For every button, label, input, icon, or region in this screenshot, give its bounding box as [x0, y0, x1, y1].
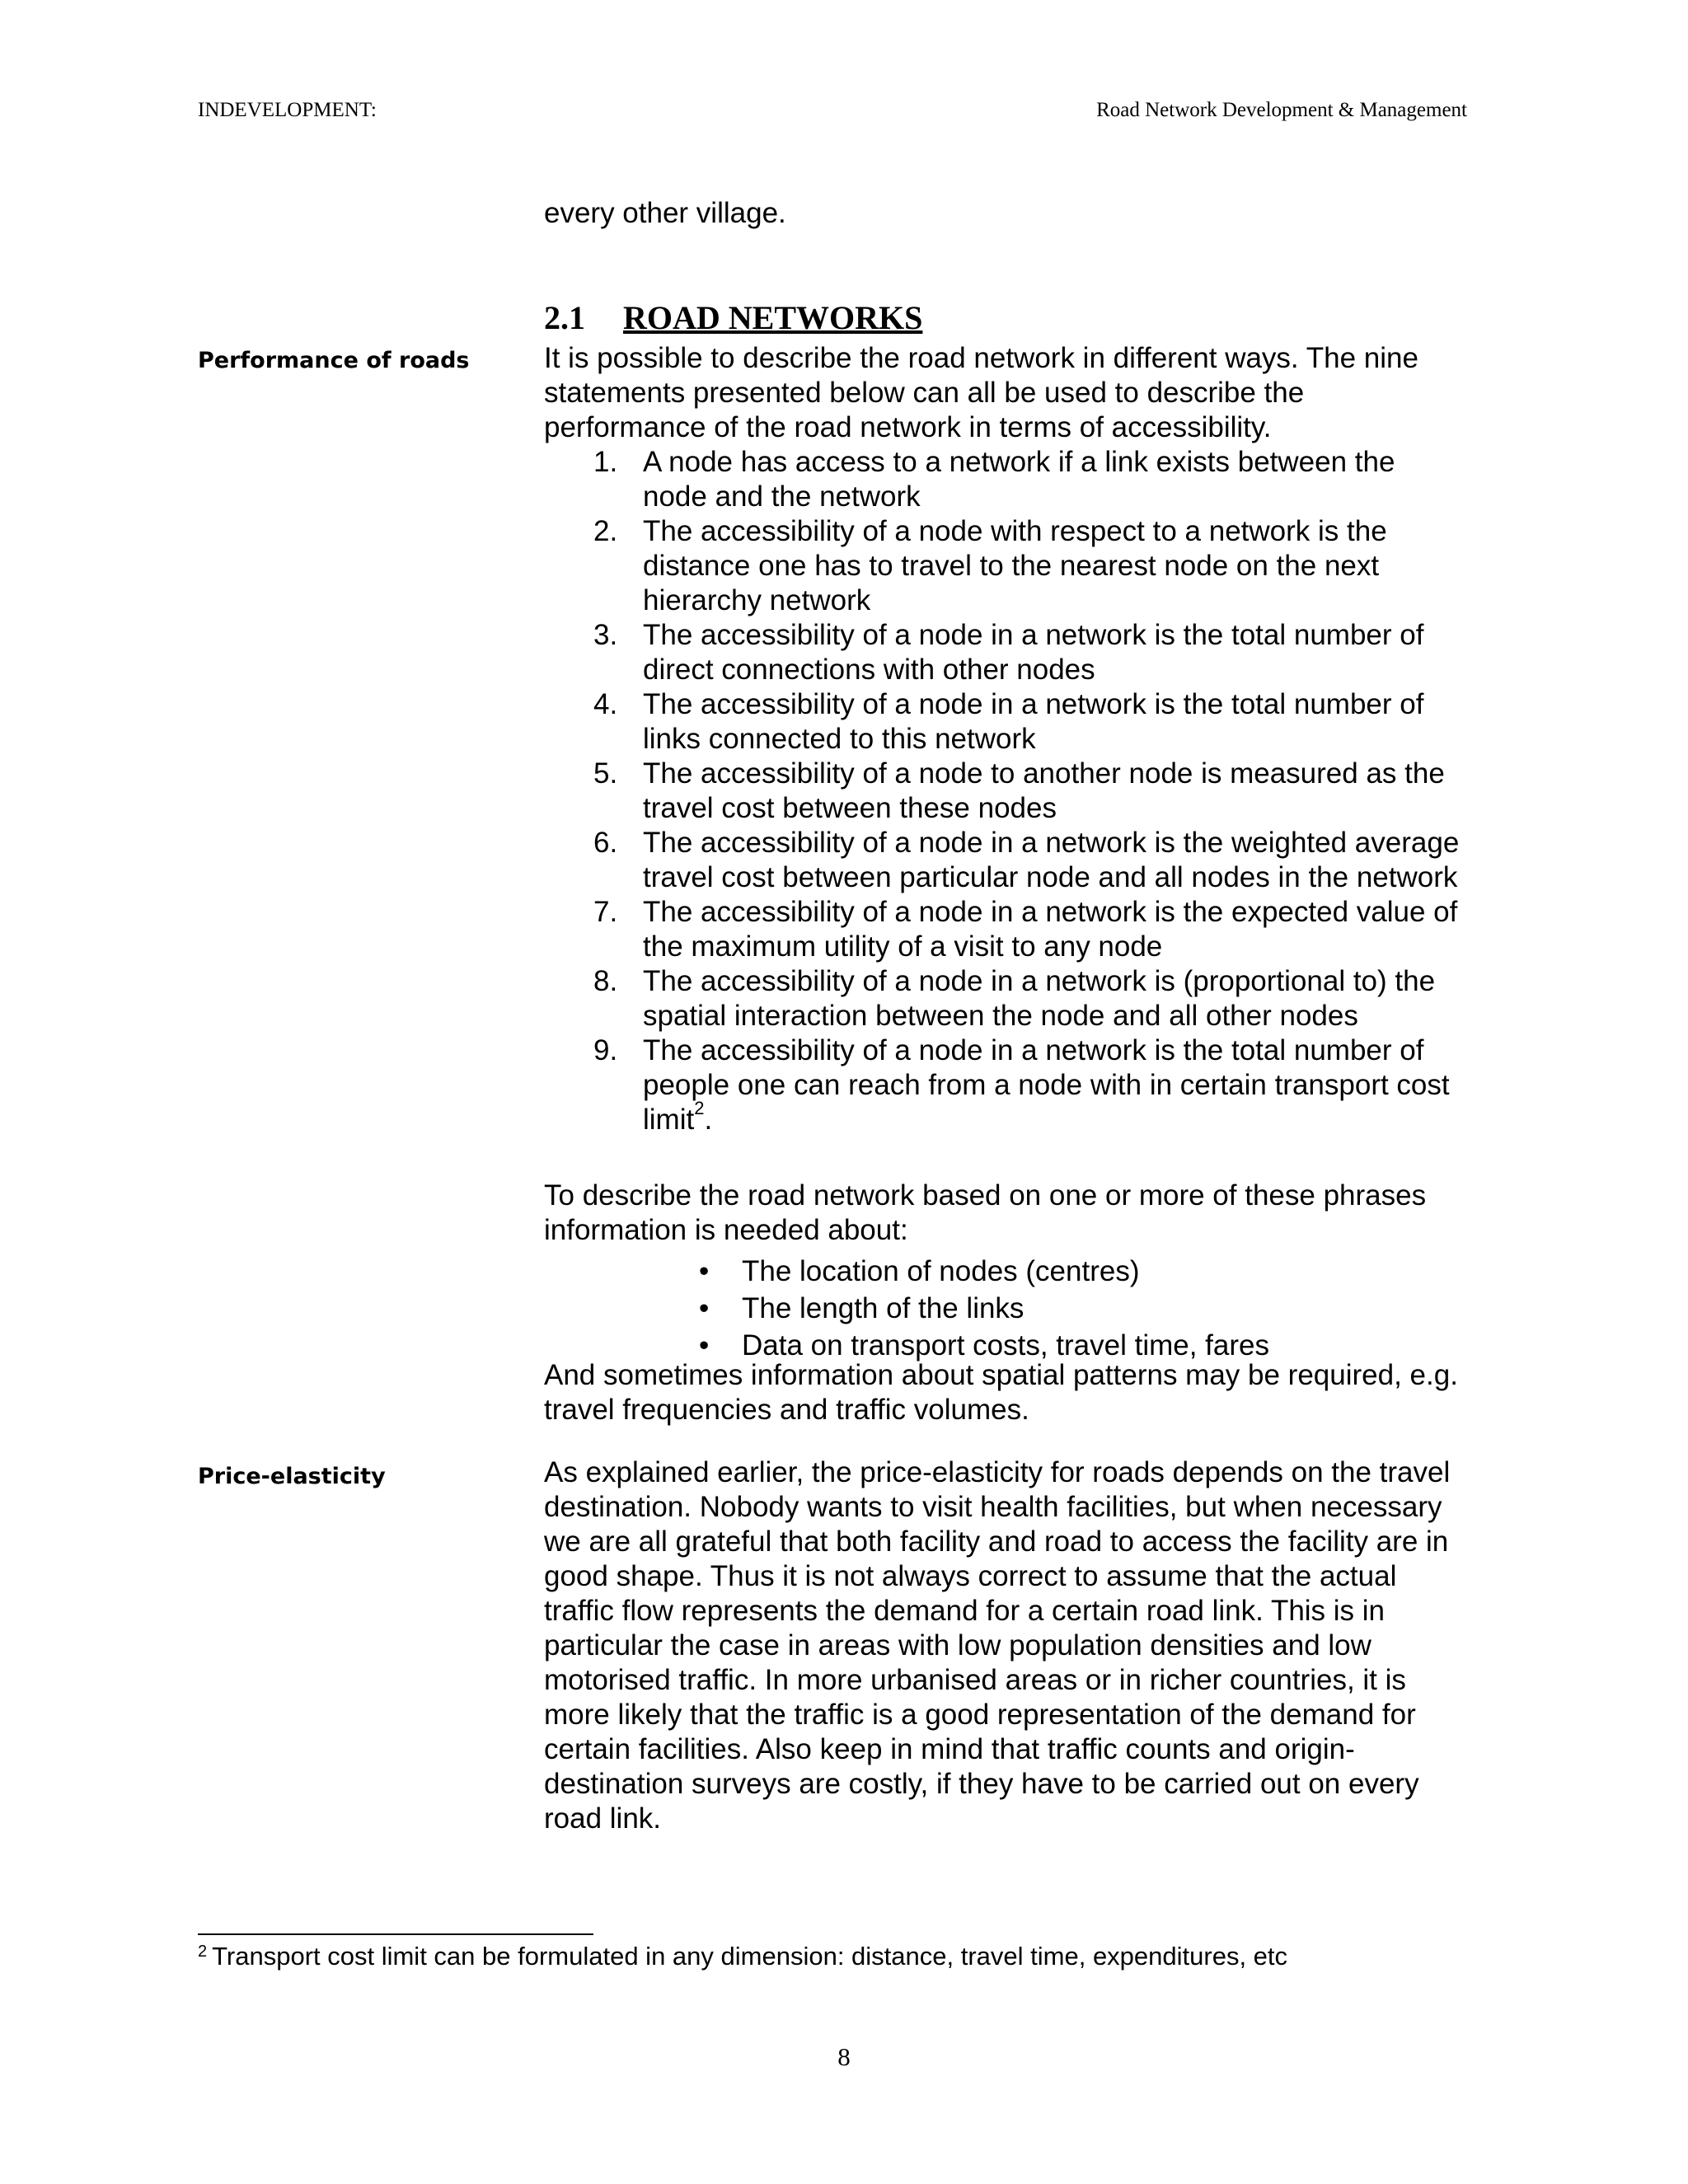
statement-line: A node has access to a network if a link exists between the: [643, 446, 1395, 478]
bullet-text: The length of the links: [742, 1292, 1025, 1324]
statement-line: The accessibility of a node in a network is the total number of: [643, 1034, 1424, 1066]
price-line: destination surveys are costly, if they have to be carried out on every: [544, 1768, 1419, 1800]
statement-line: node and the network: [643, 480, 921, 513]
footnote-mark: 2: [198, 1943, 208, 1961]
statement-line: links connected to this network: [643, 723, 1036, 755]
statement-line: [643, 1098, 1533, 1137]
price-line: more likely that the traffic is a good representation of the demand for: [544, 1699, 1416, 1731]
running-header-left: INDEVELOPMENT:: [198, 99, 377, 121]
statement-number: 9.: [593, 1034, 618, 1066]
statement-item: [544, 895, 1533, 964]
statement-last-text: limit: [643, 1104, 695, 1136]
margin-label-price-elasticity: Price-elasticity: [198, 1464, 386, 1489]
statements-list: [544, 445, 1533, 1137]
statement-line: The accessibility of a node in a network is the total number of: [643, 688, 1424, 720]
bullet-item: [544, 1253, 1533, 1290]
intro-line: statements presented below can all be used to describe the: [544, 377, 1305, 409]
bullet-icon: •: [699, 1329, 710, 1361]
statement-line: The accessibility of a node in a network is the total number of: [643, 619, 1424, 651]
bullet-icon: •: [699, 1292, 710, 1324]
price-line: certain facilities. Also keep in mind that traffic counts and origin-: [544, 1733, 1355, 1765]
statement-number: 4.: [593, 688, 618, 720]
intro-line: It is possible to describe the road network in different ways. The nine: [544, 342, 1418, 374]
price-line: good shape. Thus it is not always correct to assume that the actual: [544, 1560, 1397, 1592]
footnote: [198, 1940, 1287, 1973]
running-header-right: Road Network Development & Management: [1096, 99, 1467, 121]
margin-label-performance: Performance of roads: [198, 348, 470, 373]
statement-item: [544, 826, 1533, 895]
statement-line: The accessibility of a node in a network is the weighted average: [643, 827, 1460, 859]
footnote-reference[interactable]: 2: [694, 1098, 705, 1118]
statement-line: the maximum utility of a visit to any node: [643, 930, 1163, 963]
statement-line: distance one has to travel to the nearest node on the next: [643, 550, 1380, 582]
statement-line: The accessibility of a node with respect to a network is the: [643, 515, 1387, 547]
statement-number: 6.: [593, 827, 618, 859]
footnote-text: Transport cost limit can be formulated in any dimension: distance, travel time, expenditures, etc: [212, 1942, 1288, 1971]
bullet-text: Data on transport costs, travel time, fares: [742, 1329, 1269, 1361]
price-line: motorised traffic. In more urbanised areas or in richer countries, it is: [544, 1664, 1406, 1696]
after-line: travel frequencies and traffic volumes.: [544, 1394, 1029, 1426]
intro-line: performance of the road network in terms of accessibility.: [544, 411, 1272, 443]
statement-line: The accessibility of a node in a network is (proportional to) the: [643, 965, 1436, 997]
statement-line: The accessibility of a node in a network is the expected value of: [643, 896, 1458, 928]
price-line: As explained earlier, the price-elasticity for roads depends on the travel: [544, 1456, 1451, 1488]
statement-number: 2.: [593, 515, 618, 547]
statement-number: 5.: [593, 757, 618, 790]
statement-last-period: .: [704, 1104, 713, 1136]
statement-number: 7.: [593, 896, 618, 928]
section-heading: [544, 298, 922, 338]
statement-line: direct connections with other nodes: [643, 654, 1095, 686]
describe-line: information is needed about:: [544, 1214, 908, 1246]
section-number: 2.1: [544, 299, 585, 336]
section-title: ROAD NETWORKS: [623, 299, 923, 336]
price-line: road link.: [544, 1802, 662, 1835]
describe-line: To describe the road network based on one or more of these phrases: [544, 1179, 1427, 1212]
price-elasticity-paragraph: [544, 1455, 1517, 1836]
statement-item: [544, 618, 1533, 687]
bullet-icon: •: [699, 1255, 710, 1287]
describe-paragraph: [544, 1179, 1517, 1248]
price-line: traffic flow represents the demand for a certain road link. This is in: [544, 1595, 1386, 1627]
intro-paragraph: [544, 341, 1517, 445]
statement-line: travel cost between particular node and all nodes in the network: [643, 861, 1458, 893]
statement-item: [544, 514, 1533, 618]
carryover-text: every other village.: [544, 197, 786, 229]
bullet-list: [544, 1253, 1533, 1364]
page-number: 8: [837, 2042, 851, 2071]
statement-number: 8.: [593, 965, 618, 997]
bullet-text: The location of nodes (centres): [742, 1255, 1140, 1287]
after-line: And sometimes information about spatial patterns may be required, e.g.: [544, 1359, 1458, 1391]
statement-line: The accessibility of a node to another node is measured as the: [643, 757, 1445, 790]
statement-line: spatial interaction between the node and all other nodes: [643, 1000, 1358, 1032]
price-line: destination. Nobody wants to visit health facilities, but when necessary: [544, 1491, 1442, 1523]
statement-line: people one can reach from a node with in certain transport cost: [643, 1069, 1450, 1101]
price-line: particular the case in areas with low population densities and low: [544, 1629, 1372, 1661]
bullet-item: [544, 1290, 1533, 1327]
statement-number: 3.: [593, 619, 618, 651]
statement-line: travel cost between these nodes: [643, 792, 1057, 824]
statement-item: [544, 757, 1533, 826]
statement-number: 1.: [593, 446, 618, 478]
statement-item: [544, 964, 1533, 1033]
spatial-patterns-paragraph: [544, 1358, 1517, 1427]
price-line: we are all grateful that both facility and road to access the facility are in: [544, 1526, 1449, 1558]
footnote-separator: [198, 1933, 593, 1935]
statement-line: hierarchy network: [643, 584, 871, 616]
statement-item: [544, 445, 1533, 514]
statement-item: [544, 1033, 1533, 1137]
statement-item: [544, 687, 1533, 757]
